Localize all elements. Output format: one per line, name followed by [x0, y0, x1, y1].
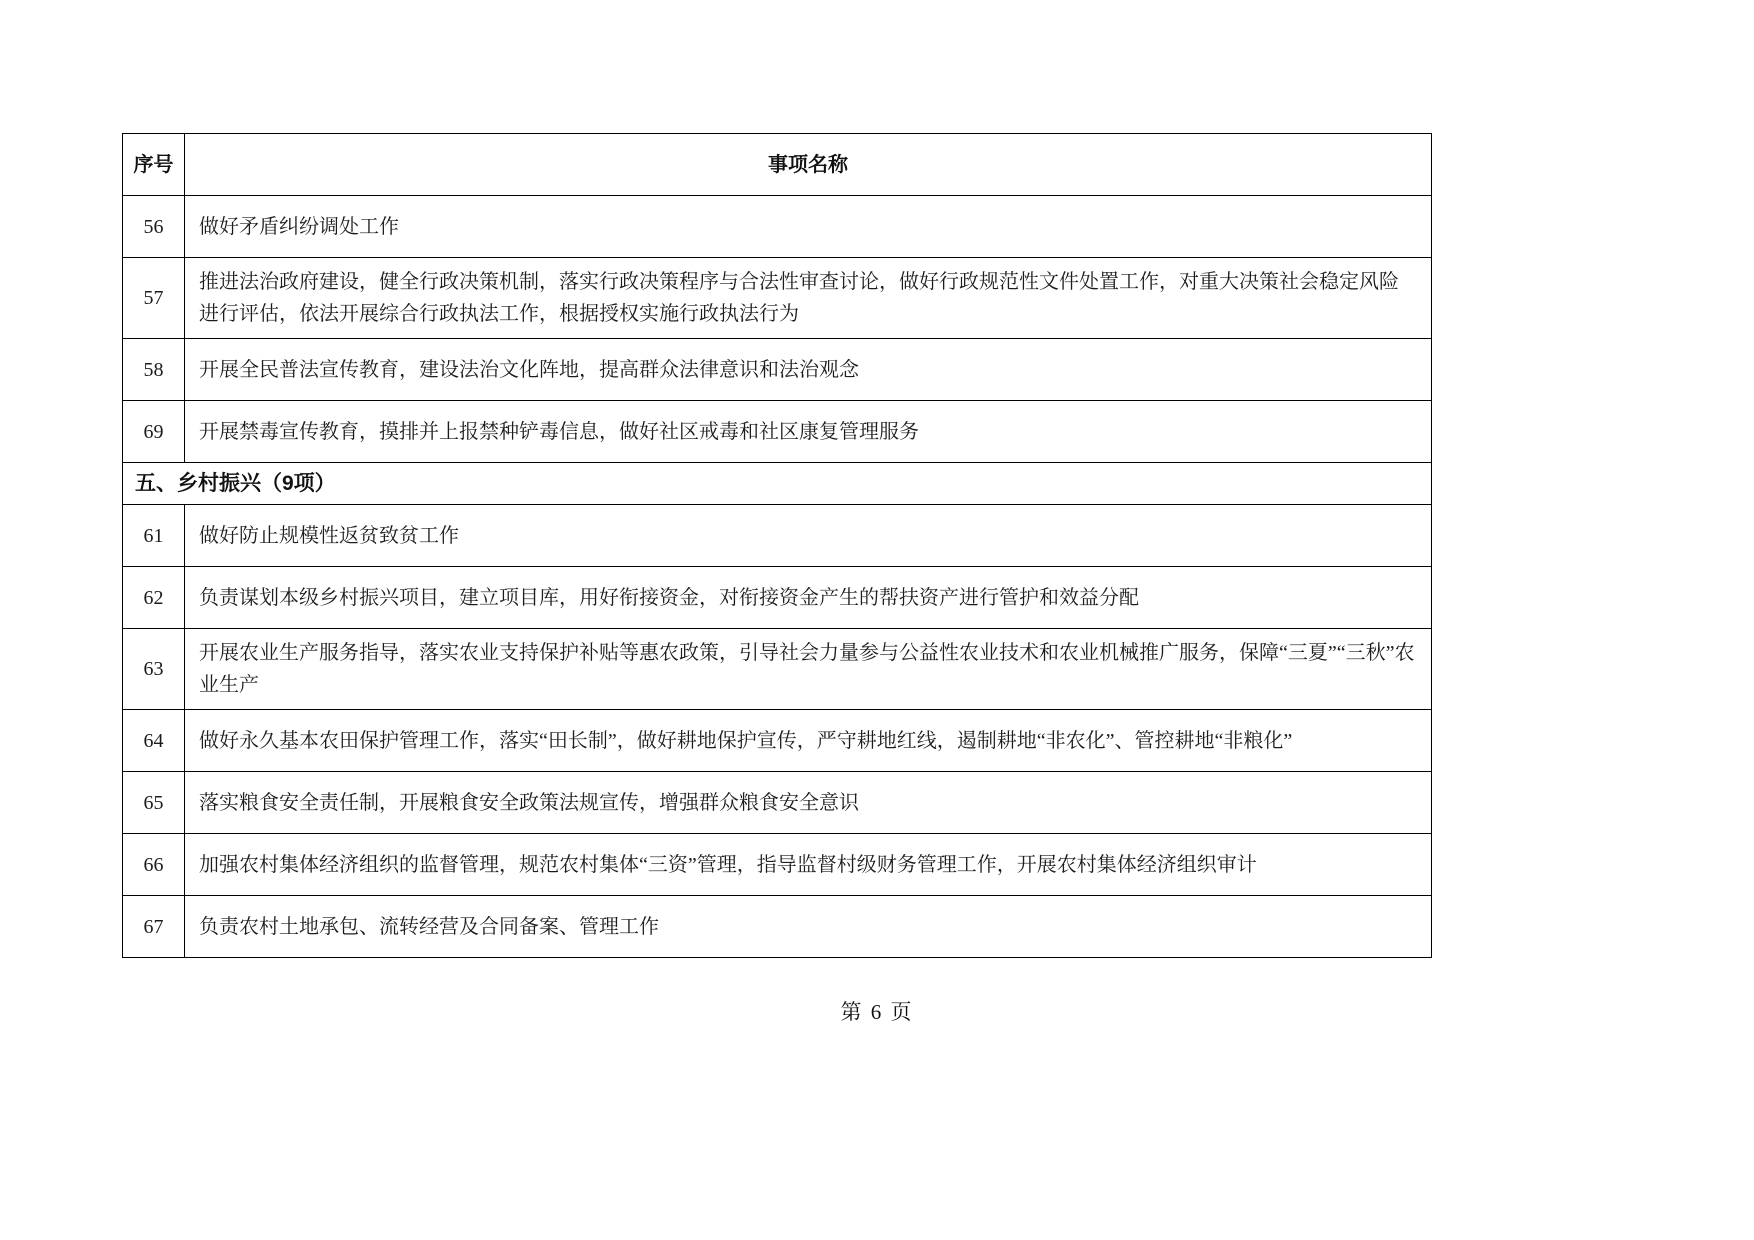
row-number: 67	[123, 896, 185, 958]
table-row	[123, 567, 1432, 629]
items-table	[122, 133, 1432, 958]
table-row	[123, 401, 1432, 463]
table-row	[123, 339, 1432, 401]
table-row	[123, 258, 1432, 339]
row-item-name: 负责农村土地承包、流转经营及合同备案、管理工作	[185, 896, 1432, 958]
row-number: 66	[123, 834, 185, 896]
col-header-no: 序号	[123, 134, 185, 196]
row-item-name: 加强农村集体经济组织的监督管理，规范农村集体“三资”管理，指导监督村级财务管理工作，开展农村集体经济组织审计	[185, 834, 1432, 896]
row-number: 64	[123, 710, 185, 772]
row-item-name: 落实粮食安全责任制，开展粮食安全政策法规宣传，增强群众粮食安全意识	[185, 772, 1432, 834]
row-item-name: 开展农业生产服务指导，落实农业支持保护补贴等惠农政策，引导社会力量参与公益性农业技术和农业机械推广服务，保障“三夏”“三秋”农业生产	[185, 629, 1432, 710]
table-row	[123, 196, 1432, 258]
table-row	[123, 629, 1432, 710]
row-number: 62	[123, 567, 185, 629]
section-header-label: 五、乡村振兴（9项）	[123, 463, 1432, 505]
row-number: 58	[123, 339, 185, 401]
row-item-name: 开展全民普法宣传教育，建设法治文化阵地，提高群众法律意识和法治观念	[185, 339, 1432, 401]
table-row	[123, 896, 1432, 958]
row-item-name: 做好永久基本农田保护管理工作，落实“田长制”，做好耕地保护宣传，严守耕地红线，遏制耕地“非农化”、管控耕地“非粮化”	[185, 710, 1432, 772]
table-row	[123, 772, 1432, 834]
table-row	[123, 710, 1432, 772]
table-header-row	[123, 134, 1432, 196]
row-number: 63	[123, 629, 185, 710]
row-number: 61	[123, 505, 185, 567]
row-number: 65	[123, 772, 185, 834]
table-row	[123, 505, 1432, 567]
col-header-name: 事项名称	[185, 134, 1432, 196]
row-item-name: 开展禁毒宣传教育，摸排并上报禁种铲毒信息，做好社区戒毒和社区康复管理服务	[185, 401, 1432, 463]
page-number: 第 6 页	[840, 1000, 914, 1024]
row-item-name: 负责谋划本级乡村振兴项目，建立项目库，用好衔接资金，对衔接资金产生的帮扶资产进行管护和效益分配	[185, 567, 1432, 629]
table-row	[123, 834, 1432, 896]
section-header-row	[123, 463, 1432, 505]
row-item-name: 推进法治政府建设，健全行政决策机制，落实行政决策程序与合法性审查讨论，做好行政规范性文件处置工作，对重大决策社会稳定风险进行评估，依法开展综合行政执法工作，根据授权实施行政执法行为	[185, 258, 1432, 339]
row-number: 57	[123, 258, 185, 339]
row-item-name: 做好矛盾纠纷调处工作	[185, 196, 1432, 258]
row-number: 56	[123, 196, 185, 258]
row-item-name: 做好防止规模性返贫致贫工作	[185, 505, 1432, 567]
row-number: 69	[123, 401, 185, 463]
